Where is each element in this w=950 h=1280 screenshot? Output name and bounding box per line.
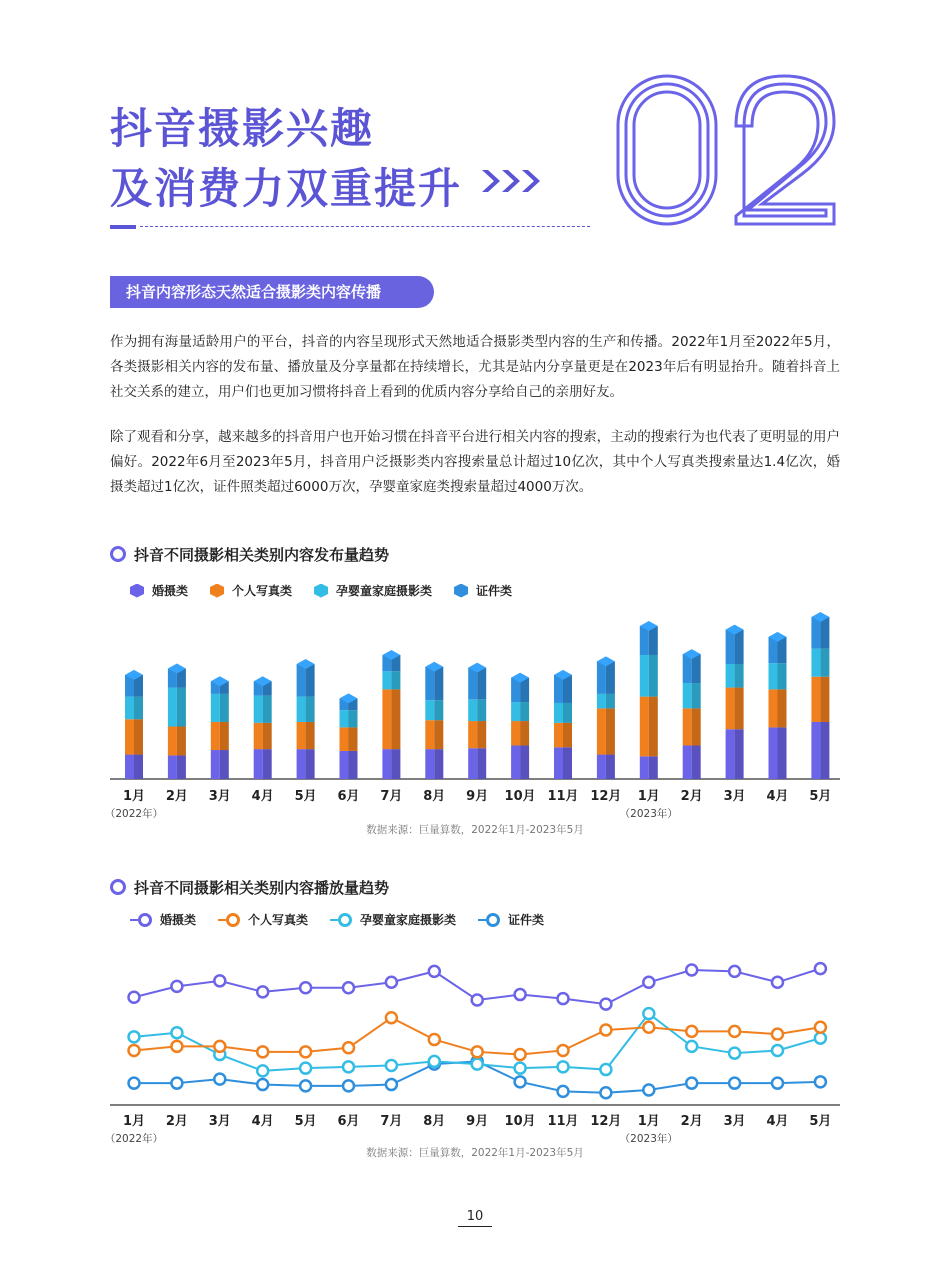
- chevrons-right-icon: [480, 166, 546, 196]
- data-point: [171, 1027, 182, 1038]
- chart2-legend: [130, 911, 544, 928]
- data-point: [643, 1008, 654, 1019]
- x-tick-label: 3月: [208, 1114, 231, 1129]
- chart2-title: [110, 877, 389, 898]
- bar-segment-side: [477, 699, 486, 721]
- ring-marker-icon: [338, 913, 352, 927]
- data-point: [129, 1078, 140, 1089]
- data-point: [429, 1034, 440, 1045]
- x-tick-label: 1月: [637, 1114, 660, 1129]
- bar-segment-side: [391, 689, 400, 749]
- data-point: [515, 1049, 526, 1060]
- bar-segment-side: [134, 719, 143, 754]
- bar-segment: [597, 755, 606, 779]
- bar-segment: [769, 727, 778, 779]
- year-label: （2022年）: [104, 808, 164, 820]
- bar-segment-side: [477, 721, 486, 748]
- bar-segment-side: [391, 671, 400, 689]
- chapter-number-text: 02: [612, 70, 614, 71]
- x-tick-label: 8月: [423, 1114, 446, 1129]
- data-point: [643, 1085, 654, 1096]
- bar-segment: [811, 722, 820, 779]
- bar-segment-side: [563, 747, 572, 779]
- bar-segment-side: [434, 749, 443, 779]
- bar-segment-side: [606, 755, 615, 779]
- bar-segment: [168, 688, 177, 727]
- legend-label: 个人写真类: [248, 913, 309, 927]
- bar-segment-side: [263, 749, 272, 779]
- bar-segment-side: [263, 696, 272, 723]
- bar-segment: [683, 683, 692, 708]
- paragraph-1: 作为拥有海量适龄用户的平台，抖音的内容呈现形式天然地适合摄影类型内容的生产和传播。2022年1月至2022年5月，各类摄影相关内容的发布量、播放量及分享量都在持续增长，尤其是站内分享量更是在2023年后有明显抬升。随着抖音上社交关系的建立，用户们也更加习惯将抖音上看到的优质内容分享给自己的亲朋好友。: [110, 334, 840, 400]
- bar-segment: [340, 710, 349, 727]
- data-point: [600, 1087, 611, 1098]
- data-point: [472, 1059, 483, 1070]
- bar-segment: [811, 649, 820, 677]
- data-point: [600, 999, 611, 1010]
- x-tick-label: 7月: [380, 789, 403, 804]
- bar-segment-side: [692, 708, 701, 745]
- x-tick-label: 1月: [637, 789, 660, 804]
- data-point: [171, 1078, 182, 1089]
- data-point: [214, 1074, 225, 1085]
- bar-segment-side: [177, 688, 186, 727]
- bar-segment: [726, 630, 735, 664]
- bar-segment: [468, 721, 477, 748]
- data-point: [772, 977, 783, 988]
- data-point: [214, 1041, 225, 1052]
- bar-segment-side: [477, 748, 486, 779]
- bar-segment-side: [692, 683, 701, 708]
- legend-item-portrait: [218, 911, 308, 928]
- data-point: [257, 1079, 268, 1090]
- page-title-line-1: 抖音摄影兴趣: [110, 104, 375, 153]
- data-point: [643, 1022, 654, 1033]
- ring-marker-icon: [138, 913, 152, 927]
- bar-segment-side: [778, 663, 787, 689]
- data-point: [515, 1063, 526, 1074]
- bar-segment-side: [778, 689, 787, 727]
- data-point: [386, 1060, 397, 1071]
- x-tick-label: 6月: [337, 789, 360, 804]
- bar-segment-side: [649, 756, 658, 779]
- bar-segment: [211, 694, 220, 722]
- data-point: [515, 989, 526, 1000]
- legend-label: 婚摄类: [152, 584, 189, 598]
- page-number: 10: [458, 1209, 492, 1227]
- x-tick-label: 8月: [423, 789, 446, 804]
- bar-segment-side: [606, 694, 615, 708]
- bar-segment-side: [606, 708, 615, 754]
- bar-segment: [297, 749, 306, 779]
- bar-segment: [125, 697, 134, 720]
- bar-segment: [254, 723, 263, 749]
- data-point: [429, 966, 440, 977]
- data-point: [686, 1026, 697, 1037]
- year-label: （2023年）: [619, 808, 678, 820]
- x-tick-label: 10月: [504, 789, 536, 804]
- data-point: [429, 1056, 440, 1067]
- bar-segment: [726, 729, 735, 779]
- bar-segment: [640, 626, 649, 655]
- bar-segment: [297, 664, 306, 697]
- bar-segment-side: [820, 722, 829, 779]
- circle-bullet-icon: [110, 546, 126, 562]
- year-label: （2023年）: [619, 1133, 678, 1145]
- bar-segment-side: [220, 694, 229, 722]
- bar-segment: [468, 748, 477, 779]
- data-point: [815, 1076, 826, 1087]
- legend-label: 个人写真类: [232, 584, 293, 598]
- data-point: [343, 1080, 354, 1091]
- x-tick-label: 9月: [466, 789, 489, 804]
- bar-segment-side: [434, 700, 443, 720]
- data-point: [257, 1046, 268, 1057]
- data-point: [129, 1045, 140, 1056]
- x-tick-label: 4月: [766, 789, 789, 804]
- bar-segment-side: [692, 746, 701, 779]
- bar-segment-side: [520, 746, 529, 779]
- bar-segment: [340, 751, 349, 779]
- bar-segment-side: [649, 626, 658, 655]
- x-tick-label: 1月: [122, 1114, 146, 1129]
- bar-segment: [554, 723, 563, 747]
- bar-segment: [597, 694, 606, 708]
- year-label: （2022年）: [104, 1133, 164, 1145]
- data-point: [386, 1079, 397, 1090]
- data-point: [558, 1061, 569, 1072]
- bar-segment-side: [820, 677, 829, 722]
- x-tick-label: 7月: [380, 1114, 403, 1129]
- bar-segment-side: [349, 710, 358, 727]
- data-point: [515, 1076, 526, 1087]
- chart1-source: 数据来源：巨量算数，2022年1月-2023年5月: [366, 824, 584, 836]
- bar-segment-side: [134, 697, 143, 720]
- x-tick-label: 12月: [590, 1114, 622, 1129]
- bar-segment: [425, 720, 434, 749]
- data-point: [815, 1033, 826, 1044]
- data-point: [772, 1078, 783, 1089]
- bar-segment: [382, 689, 391, 749]
- bar-segment: [726, 688, 735, 730]
- bar-segment: [382, 671, 391, 689]
- bar-segment-side: [220, 750, 229, 779]
- bar-segment: [769, 689, 778, 727]
- x-tick-label: 5月: [809, 1114, 832, 1129]
- data-point: [686, 965, 697, 976]
- x-tick-label: 2月: [680, 1114, 703, 1129]
- paragraph-2: 除了观看和分享，越来越多的抖音用户也开始习惯在抖音平台进行相关内容的搜索，主动的搜索行为也代表了更明显的用户偏好。2022年6月至2023年5月，抖音用户泛摄影类内容搜索量总计超过10亿次，其中个人写真类搜索量达1.4亿次，婚摄类超过1亿次，证件照类超过6000万次，孕婴童家庭类搜索量超过4000万次。: [110, 429, 840, 495]
- data-point: [600, 1064, 611, 1075]
- data-point: [386, 1012, 397, 1023]
- chart2-line-chart: [100, 945, 850, 1145]
- x-tick-label: 2月: [680, 789, 703, 804]
- bar-segment: [597, 661, 606, 694]
- data-point: [343, 1042, 354, 1053]
- data-point: [129, 992, 140, 1003]
- bar-segment: [211, 722, 220, 750]
- bar-segment: [254, 696, 263, 723]
- chart2-title-text: 抖音不同摄影相关类别内容播放量趋势: [134, 879, 390, 897]
- data-point: [472, 1046, 483, 1057]
- data-point: [171, 1041, 182, 1052]
- bar-segment-side: [263, 723, 272, 749]
- bar-segment-side: [434, 720, 443, 749]
- ring-marker-icon: [226, 913, 240, 927]
- section-heading: 抖音内容形态天然适合摄影类内容传播: [110, 276, 434, 308]
- bar-segment-side: [563, 703, 572, 723]
- bar-segment-side: [649, 697, 658, 757]
- bar-segment: [640, 697, 649, 757]
- bar-segment-side: [520, 721, 529, 745]
- bar-segment: [511, 721, 520, 745]
- legend-item-family: [330, 911, 456, 928]
- data-point: [343, 1061, 354, 1072]
- bar-segment: [597, 708, 606, 754]
- data-point: [300, 1046, 311, 1057]
- data-point: [343, 982, 354, 993]
- legend-item-id: [478, 911, 544, 928]
- x-tick-label: 4月: [251, 789, 274, 804]
- legend-label: 孕婴童家庭摄影类: [360, 913, 457, 927]
- data-point: [600, 1025, 611, 1036]
- bar-segment: [468, 699, 477, 721]
- bar-segment-side: [477, 668, 486, 700]
- data-point: [558, 1045, 569, 1056]
- data-point: [257, 1065, 268, 1076]
- bar-segment: [811, 677, 820, 722]
- bar-segment-side: [306, 697, 315, 722]
- bar-segment-side: [692, 654, 701, 683]
- x-tick-label: 10月: [504, 1114, 536, 1129]
- x-tick-label: 5月: [809, 789, 832, 804]
- x-tick-label: 6月: [337, 1114, 360, 1129]
- bar-segment-side: [820, 617, 829, 649]
- title-divider: [140, 226, 590, 227]
- legend-item-wedding: [130, 911, 196, 928]
- data-point: [729, 966, 740, 977]
- legend-label: 孕婴童家庭摄影类: [336, 584, 433, 598]
- data-point: [729, 1078, 740, 1089]
- bar-segment: [511, 746, 520, 779]
- bar-segment: [468, 668, 477, 700]
- bar-segment: [554, 703, 563, 723]
- bar-segment: [425, 749, 434, 779]
- bar-segment: [726, 664, 735, 688]
- bar-segment: [640, 756, 649, 779]
- bar-segment-side: [563, 723, 572, 747]
- x-tick-label: 12月: [590, 789, 622, 804]
- bar-segment-side: [306, 664, 315, 697]
- chart1-title: [110, 544, 389, 565]
- bar-segment-side: [649, 655, 658, 697]
- legend-label: 婚摄类: [160, 913, 197, 927]
- data-point: [686, 1041, 697, 1052]
- bar-segment-side: [391, 749, 400, 779]
- bar-segment-side: [177, 755, 186, 779]
- data-point: [729, 1026, 740, 1037]
- chapter-number-graphic: [612, 70, 842, 230]
- chart1-bar-chart: [100, 595, 850, 825]
- title-underline: [110, 225, 136, 229]
- data-point: [772, 1045, 783, 1056]
- bar-segment-side: [735, 664, 744, 688]
- x-tick-label: 2月: [165, 1114, 188, 1129]
- chart2-source: 数据来源：巨量算数，2022年1月-2023年5月: [366, 1147, 584, 1159]
- x-tick-label: 11月: [547, 789, 579, 804]
- data-point: [300, 982, 311, 993]
- bar-segment: [168, 755, 177, 779]
- data-point: [257, 986, 268, 997]
- circle-bullet-icon: [110, 879, 126, 895]
- bar-segment-side: [735, 729, 744, 779]
- x-tick-label: 3月: [723, 789, 746, 804]
- bar-segment: [640, 655, 649, 697]
- data-point: [472, 995, 483, 1006]
- bar-segment: [340, 727, 349, 751]
- x-tick-label: 4月: [251, 1114, 274, 1129]
- data-point: [386, 977, 397, 988]
- ring-marker-icon: [486, 913, 500, 927]
- bar-segment: [683, 654, 692, 683]
- bar-segment: [425, 700, 434, 720]
- bar-segment: [769, 663, 778, 689]
- bar-segment-side: [306, 749, 315, 779]
- data-point: [772, 1029, 783, 1040]
- bar-segment: [683, 708, 692, 745]
- bar-segment-side: [820, 649, 829, 677]
- bar-segment: [211, 750, 220, 779]
- data-point: [729, 1048, 740, 1059]
- bar-segment-side: [349, 751, 358, 779]
- data-point: [815, 963, 826, 974]
- bar-segment: [297, 697, 306, 722]
- bar-segment: [683, 746, 692, 779]
- x-tick-label: 5月: [294, 1114, 317, 1129]
- x-tick-label: 1月: [122, 789, 146, 804]
- bar-segment-side: [177, 726, 186, 755]
- data-point: [558, 993, 569, 1004]
- data-point: [686, 1078, 697, 1089]
- x-tick-label: 11月: [547, 1114, 579, 1129]
- bar-segment-side: [434, 667, 443, 700]
- page-title-line-2: 及消费力双重提升: [110, 164, 463, 213]
- x-tick-label: 3月: [208, 789, 231, 804]
- bar-segment-side: [134, 755, 143, 779]
- chart1-title-text: 抖音不同摄影相关类别内容发布量趋势: [134, 546, 390, 564]
- bar-segment: [297, 722, 306, 749]
- x-tick-label: 4月: [766, 1114, 789, 1129]
- x-tick-label: 2月: [165, 789, 188, 804]
- bar-segment: [511, 702, 520, 721]
- data-point: [171, 981, 182, 992]
- x-tick-label: 5月: [294, 789, 317, 804]
- bar-segment: [168, 726, 177, 755]
- bar-segment-side: [520, 702, 529, 721]
- x-tick-label: 3月: [723, 1114, 746, 1129]
- legend-label: 证件类: [508, 913, 545, 927]
- data-point: [643, 977, 654, 988]
- bar-segment-side: [306, 722, 315, 749]
- bar-segment-side: [220, 722, 229, 750]
- data-point: [214, 975, 225, 986]
- bar-segment-side: [735, 688, 744, 730]
- bar-segment: [554, 747, 563, 779]
- legend-label: 证件类: [476, 584, 513, 598]
- bar-segment-side: [349, 727, 358, 751]
- bar-segment: [254, 749, 263, 779]
- bar-segment-side: [778, 727, 787, 779]
- x-tick-label: 9月: [466, 1114, 489, 1129]
- data-point: [558, 1086, 569, 1097]
- bar-segment: [382, 749, 391, 779]
- data-point: [129, 1031, 140, 1042]
- bar-segment: [425, 667, 434, 700]
- bar-segment-side: [735, 630, 744, 664]
- bar-segment: [125, 755, 134, 779]
- bar-segment: [811, 617, 820, 649]
- bar-segment-side: [606, 661, 615, 694]
- data-point: [300, 1080, 311, 1091]
- data-point: [300, 1063, 311, 1074]
- bar-segment: [125, 719, 134, 754]
- data-point: [815, 1022, 826, 1033]
